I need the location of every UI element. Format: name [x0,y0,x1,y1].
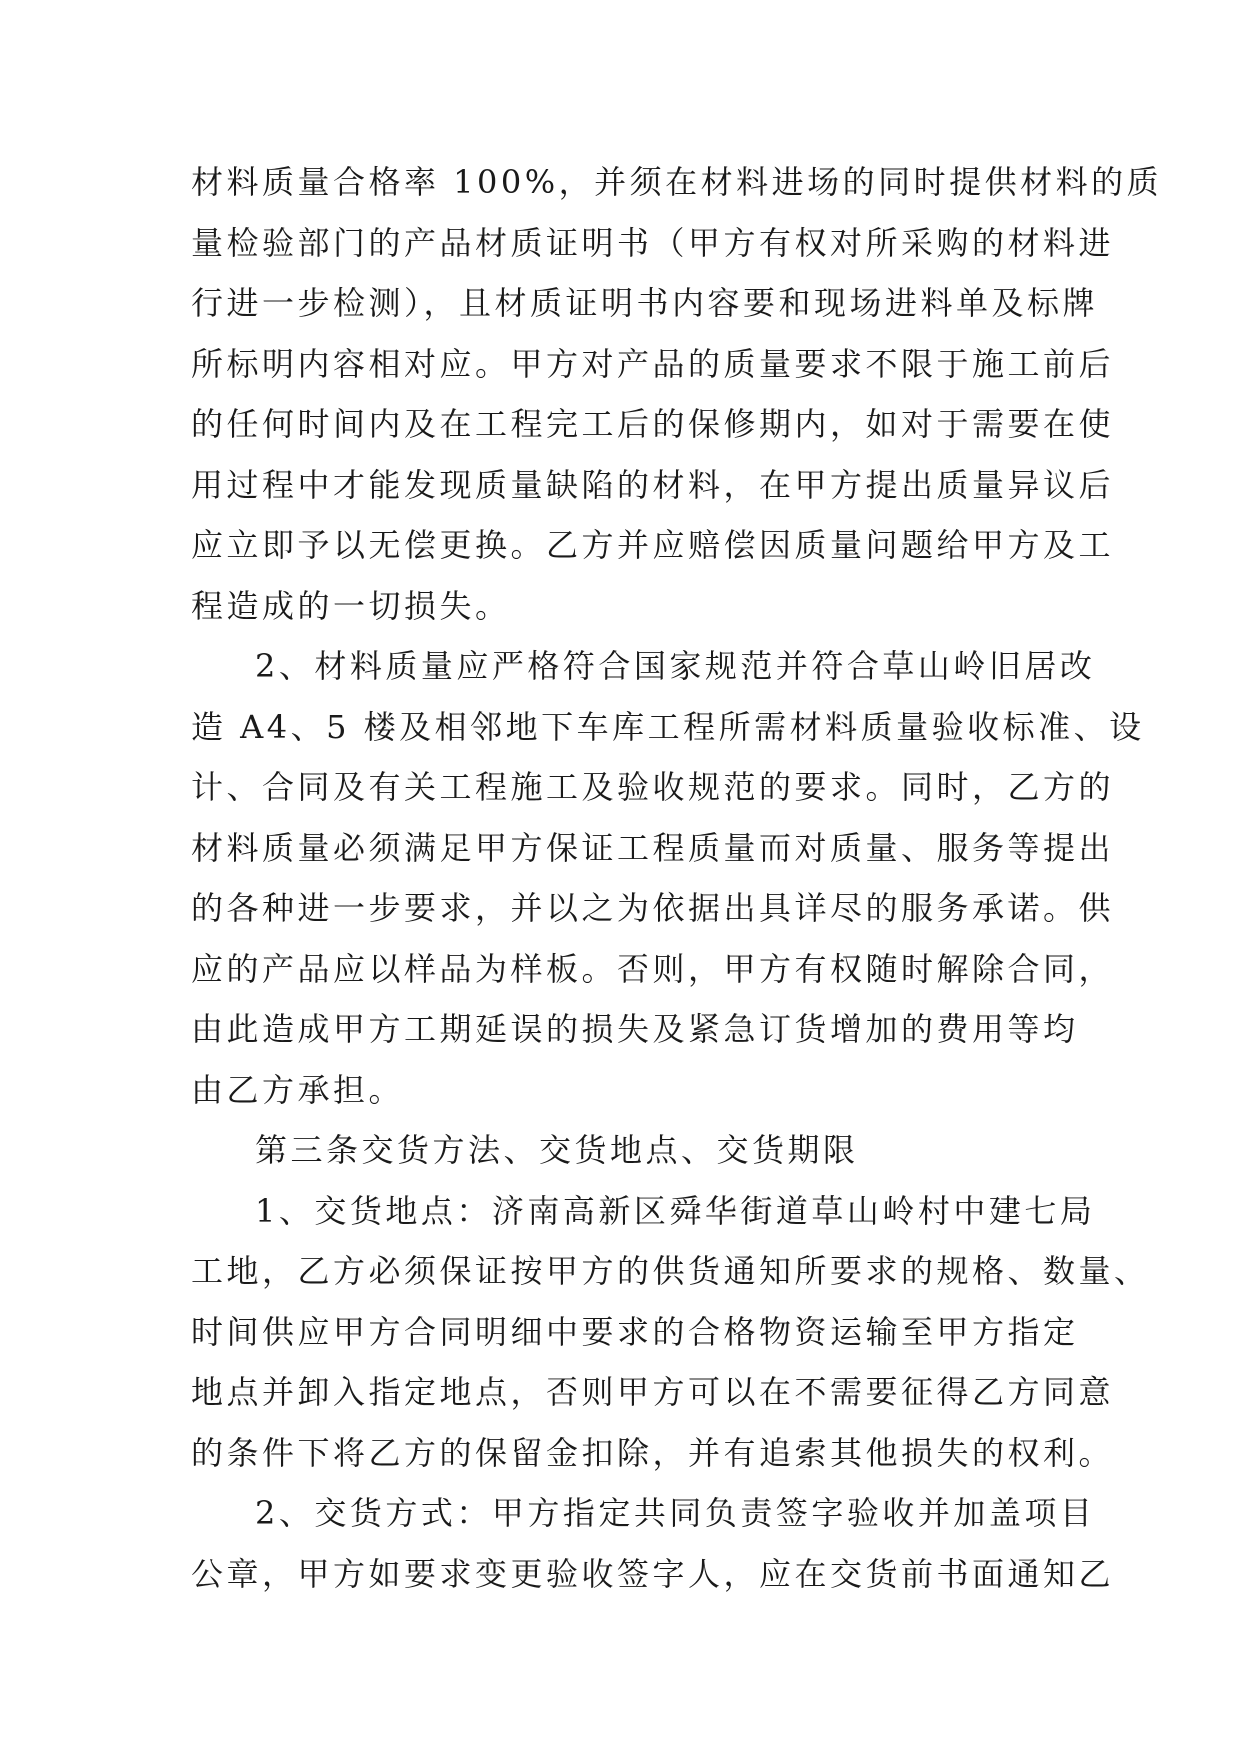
document-body [191,152,1163,1604]
text-line: 用过程中才能发现质量缺陷的材料，在甲方提出质量异议后 [191,465,1115,504]
text-line: 所标明内容相对应。甲方对产品的质量要求不限于施工前后 [191,344,1115,383]
paragraph-start-line: 1、交货地点：济南高新区舜华街道草山岭村中建七局 [255,1191,1096,1230]
paragraph-start-line: 2、交货方式：甲方指定共同负责签字验收并加盖项目 [255,1494,1096,1532]
text-line: 材料质量必须满足甲方保证工程质量而对质量、服务等提出 [191,828,1115,867]
text-line: 由此造成甲方工期延误的损失及紧急订货增加的费用等均 [191,1010,1079,1048]
text-line: 公章，甲方如要求变更验收签字人，应在交货前书面通知乙 [191,1554,1115,1593]
section-heading: 第三条交货方法、交货地点、交货期限 [255,1131,859,1169]
text-line: 的条件下将乙方的保留金扣除，并有追索其他损失的权利。 [191,1433,1115,1472]
paragraph-start-line: 2、材料质量应严格符合国家规范并符合草山岭旧居改 [255,647,1096,685]
text-line: 地点并卸入指定地点，否则甲方可以在不需要征得乙方同意 [191,1373,1115,1411]
text-line: 计、合同及有关工程施工及验收规范的要求。同时，乙方的 [191,768,1115,806]
text-line: 量检验部门的产品材质证明书（甲方有权对所采购的材料进 [191,223,1115,262]
text-line: 的各种进一步要求，并以之为依据出具详尽的服务承诺。供 [191,889,1115,927]
text-line: 工地，乙方必须保证按甲方的供货通知所要求的规格、数量、 [191,1252,1150,1290]
text-line: 程造成的一切损失。 [191,586,511,625]
text-line: 应立即予以无偿更换。乙方并应赔偿因质量问题给甲方及工 [191,526,1115,564]
text-line: 的任何时间内及在工程完工后的保修期内，如对于需要在使 [191,405,1115,443]
text-line: 应的产品应以样品为样板。否则，甲方有权随时解除合同， [191,949,1115,988]
text-line: 造 A4、5 楼及相邻地下车库工程所需材料质量验收标准、设 [191,707,1145,746]
text-line: 时间供应甲方合同明细中要求的合格物资运输至甲方指定 [191,1312,1079,1351]
text-line: 材料质量合格率 100%，并须在材料进场的同时提供材料的质 [191,163,1163,201]
text-line: 行进一步检测），且材质证明书内容要和现场进料单及标牌 [191,284,1099,322]
text-line: 由乙方承担。 [191,1070,405,1109]
